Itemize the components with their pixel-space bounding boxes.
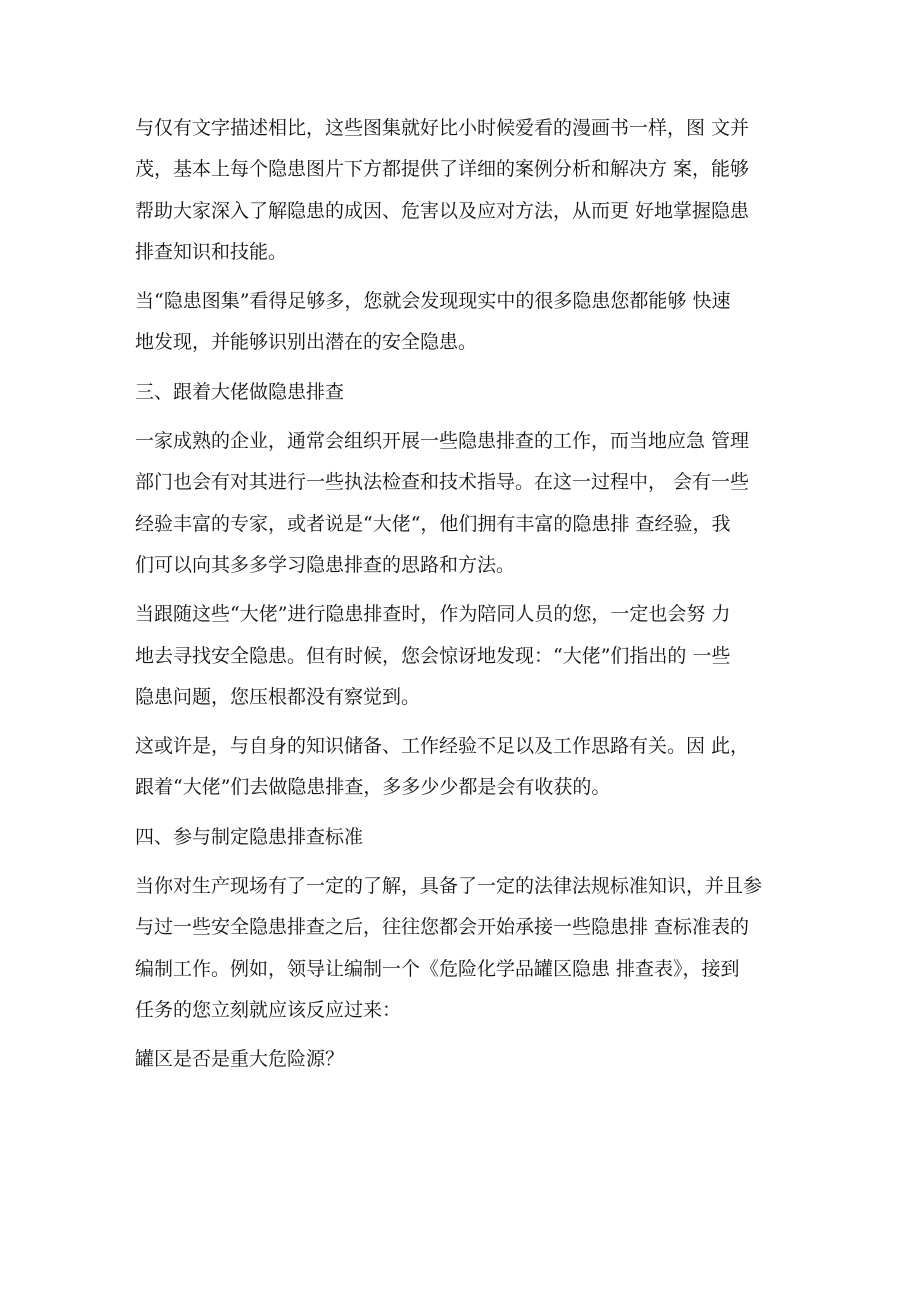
text-line: 这或许是，与自身的知识储备、工作经验不足以及工作思路有关。因 此， — [135, 735, 750, 758]
text-line: 当你对生产现场有了一定的了解，具备了一定的法律法规标准知识，并且参 — [135, 875, 763, 898]
text-line: 与过一些安全隐患排查之后，往往您都会开始承接一些隐患排 查标准表的 — [135, 916, 750, 939]
text-line: 一家成熟的企业，通常会组织开展一些隐患排查的工作，而当地应急 管理 — [135, 430, 750, 453]
text-line: 经验丰富的专家，或者说是“大佬“，他们拥有丰富的隐患排 查经验，我 — [135, 512, 731, 535]
paragraph-knowledge-reason — [135, 726, 795, 809]
text-line: 跟着“大佬”们去做隐患排查，多多少少都是会有收获的。 — [135, 776, 611, 799]
paragraph-gap — [135, 586, 795, 594]
paragraph-gap — [135, 273, 795, 281]
paragraph-gap — [135, 364, 795, 372]
heading-text: 三、跟着大佬做隐患排查 — [135, 380, 345, 403]
text-line: 地去寻找安全隐患。但有时候，您会惊讶地发现：“大佬”们指出的 一些 — [135, 644, 731, 667]
paragraph-question — [135, 1039, 795, 1080]
document-body — [135, 108, 795, 1081]
paragraph-standard-compilation — [135, 866, 795, 1031]
paragraph-atlas-benefit — [135, 281, 795, 364]
section-heading-3 — [135, 372, 795, 413]
paragraph-follow-experts — [135, 594, 795, 718]
text-line: 帮助大家深入了解隐患的成因、危害以及应对方法，从而更 好地掌握隐患 — [135, 199, 750, 222]
paragraph-gap — [135, 858, 795, 866]
text-line: 排查知识和技能。 — [135, 240, 288, 263]
text-line: 隐患问题，您压根都没有察觉到。 — [135, 685, 421, 708]
paragraph-gap — [135, 1031, 795, 1039]
paragraph-gap — [135, 809, 795, 817]
text-line: 与仅有文字描述相比，这些图集就好比小时候爱看的漫画书一样，图 文并 — [135, 117, 750, 139]
paragraph-gap — [135, 718, 795, 726]
text-line: 任务的您立刻就应该反应过来： — [135, 998, 402, 1021]
text-line: 们可以向其多多学习隐患排查的思路和方法。 — [135, 553, 516, 576]
text-line: 当跟随这些“大佬”进行隐患排查时，作为陪同人员的您，一定也会努 力 — [135, 603, 731, 626]
text-line: 部门也会有对其进行一些执法检查和技术指导。在这一过程中， 会有一些 — [135, 471, 750, 494]
section-heading-4 — [135, 817, 795, 858]
paragraph-gap — [135, 413, 795, 421]
paragraph-mature-enterprise — [135, 421, 795, 586]
text-line: 茂，基本上每个隐患图片下方都提供了详细的案例分析和解决方 案，能够 — [135, 158, 750, 181]
text-line: 当“隐患图集”看得足够多，您就会发现现实中的很多隐患您都能够 快速 — [135, 290, 731, 313]
paragraph-atlas-comparison — [135, 108, 795, 273]
text-line: 编制工作。例如，领导让编制一个《危险化学品罐区隐患 排查表》，接到 — [135, 957, 740, 980]
heading-text: 四、参与制定隐患排查标准 — [135, 825, 364, 848]
text-line: 地发现，并能够识别出潜在的安全隐患。 — [135, 331, 478, 354]
text-line: 罐区是否是重大危险源？ — [135, 1048, 345, 1071]
